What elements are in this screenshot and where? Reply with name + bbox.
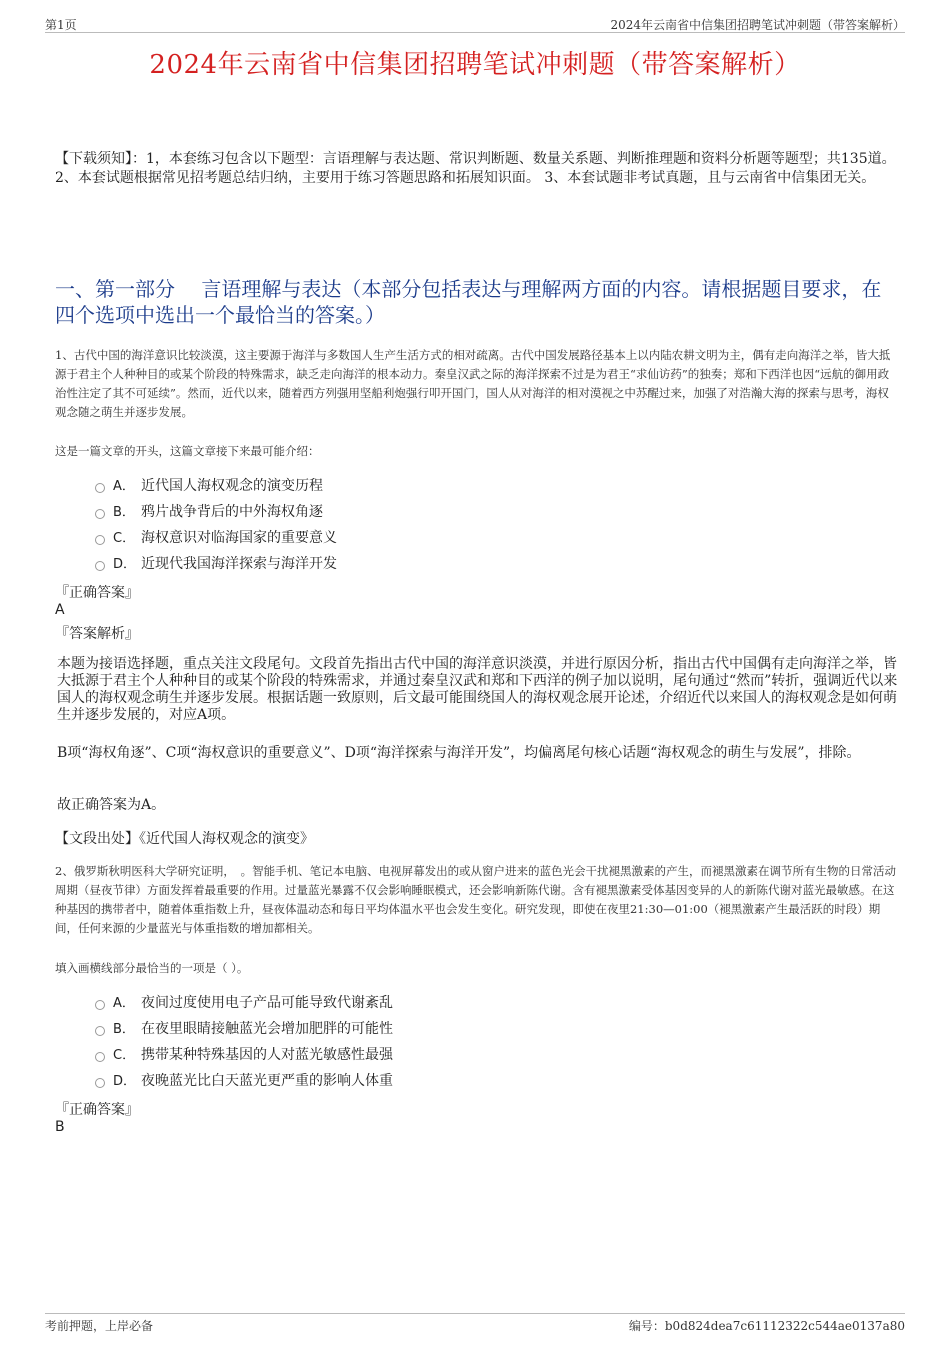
document-title: 2024年云南省中信集团招聘笔试冲刺题（带答案解析） <box>149 50 801 80</box>
radio-icon[interactable] <box>95 483 105 493</box>
correct-answer-label: 『正确答案』 <box>55 1102 139 1118</box>
download-notice: 【下载须知】：1，本套练习包含以下题型：言语理解与表达题、常识判断题、数量关系题、判断推理题和资料分析题等题型；共135道。 2、本套试题根据常见招考题总结归纳，主要用于练习答题思路和拓展知识面。 3、本套试题非考试真题，且与云南省中信集团无关。 <box>55 151 896 186</box>
radio-icon[interactable] <box>95 535 105 545</box>
page-number: 第1页 <box>45 18 77 32</box>
question-1-options <box>95 473 595 577</box>
option-text: 在夜里眼睛接触蓝光会增加肥胖的可能性 <box>141 1021 393 1037</box>
option-d[interactable]: D． 近现代我国海洋探索与海洋开发 <box>95 551 595 577</box>
option-d[interactable]: D． 夜晚蓝光比白天蓝光更严重的影响人体重 <box>95 1068 595 1094</box>
radio-icon[interactable] <box>95 1078 105 1088</box>
option-a[interactable]: A． 近代国人海权观念的演变历程 <box>95 473 595 499</box>
option-text: 近现代我国海洋探索与海洋开发 <box>141 556 337 572</box>
radio-icon[interactable] <box>95 509 105 519</box>
radio-icon[interactable] <box>95 1026 105 1036</box>
option-text: 鸦片战争背后的中外海权角逐 <box>141 504 323 520</box>
analysis-paragraph: B项“海权角逐”、C项“海权意识的重要意义”、D项“海洋探索与海洋开发”，均偏离尾句核心话题“海权观念的萌生与发展”，排除。 <box>57 745 861 761</box>
option-a[interactable]: A． 夜间过度使用电子产品可能导致代谢紊乱 <box>95 990 595 1016</box>
option-c[interactable]: C． 携带某种特殊基因的人对蓝光敏感性最强 <box>95 1042 595 1068</box>
footer-slogan: 考前押题，上岸必备 <box>45 1319 154 1333</box>
question-2-passage: 2、俄罗斯秋明医科大学研究证明， 。智能手机、笔记本电脑、电视屏幕发出的或从窗户进来的蓝色光会干扰褪黑激素的产生，而褪黑激素在调节所有生物的日常活动周期（昼夜节律）方面发挥着最重要的作用。过量蓝光暴露不仅会影响睡眠模式，还会影响新陈代谢。含有褪黑激素受体基因变异的人的新陈代谢对蓝光最敏感。在这种基因的携带者中，随着体重指数上升，昼夜体温动态和每日平均体温水平也会发生变化。研究发现，即使在夜里21:30—01:00（褪黑激素产生最活跃的时段）期间，任何来源的少量蓝光与体重指数的增加都相关。 <box>55 864 897 935</box>
section-heading: 一、第一部分 言语理解与表达（本部分包括表达与理解两方面的内容。请根据题目要求，在四个选项中选出一个最恰当的答案。） <box>55 277 882 327</box>
question-2-answer: B <box>55 1119 65 1135</box>
option-text: 海权意识对临海国家的重要意义 <box>141 530 337 546</box>
radio-icon[interactable] <box>95 561 105 571</box>
footer-serial: 编号：b0d824dea7c61112322c544ae0137a80 <box>628 1319 905 1333</box>
option-text: 携带某种特殊基因的人对蓝光敏感性最强 <box>141 1047 393 1063</box>
option-text: 夜晚蓝光比白天蓝光更严重的影响人体重 <box>141 1073 393 1089</box>
question-2-prompt: 填入画横线部分最恰当的一项是（ ）。 <box>55 961 249 975</box>
correct-answer-label: 『正确答案』 <box>55 585 139 601</box>
option-text: 近代国人海权观念的演变历程 <box>141 478 323 494</box>
radio-icon[interactable] <box>95 1052 105 1062</box>
radio-icon[interactable] <box>95 1000 105 1010</box>
page-header <box>45 14 905 33</box>
question-2-options <box>95 990 595 1094</box>
question-1-answer: A <box>55 602 65 618</box>
analysis-label: 『答案解析』 <box>55 626 139 642</box>
option-b[interactable]: B． 鸦片战争背后的中外海权角逐 <box>95 499 595 525</box>
page-footer <box>45 1313 905 1333</box>
analysis-paragraph: 本题为接语选择题，重点关注文段尾句。文段首先指出古代中国的海洋意识淡漠，并进行原因分析，指出古代中国偶有走向海洋之举，皆大抵源于君主个人种种目的或某个阶段的特殊需求，并通过秦皇汉武和郑和下西洋的例子加以说明，尾句通过“然而”转折，强调近代以来国人的海权观念萌生并逐步发展。根据话题一致原则，后文最可能围绕国人的海权观念展开论述，介绍近代以来国人的海权观念是如何萌生并逐步发展的，对应A项。 <box>57 656 898 723</box>
passage-source: 【文段出处】《近代国人海权观念的演变》 <box>55 831 314 847</box>
analysis-conclusion: 故正确答案为A。 <box>57 797 166 813</box>
question-1-prompt: 这是一篇文章的开头，这篇文章接下来最可能介绍： <box>55 444 320 458</box>
option-c[interactable]: C． 海权意识对临海国家的重要意义 <box>95 525 595 551</box>
option-text: 夜间过度使用电子产品可能导致代谢紊乱 <box>141 995 393 1011</box>
header-doc-title: 2024年云南省中信集团招聘笔试冲刺题（带答案解析） <box>610 18 905 32</box>
option-b[interactable]: B． 在夜里眼睛接触蓝光会增加肥胖的可能性 <box>95 1016 595 1042</box>
question-1-passage: 1、古代中国的海洋意识比较淡漠，这主要源于海洋与多数国人生产生活方式的相对疏离。古代中国发展路径基本上以内陆农耕文明为主，偶有走向海洋之举，皆大抵源于君主个人种种目的或某个阶段的特殊需求，缺乏走向海洋的根本动力。秦皇汉武之际的海洋探索不过是为君王“求仙访药”的独奏；郑和下西洋也因“远航的御用政治性注定了其不可延续”。然而，近代以来，随着西方列强用坚船利炮强行叩开国门，国人从对海洋的相对漠视之中苏醒过来，加强了对浩瀚大海的探索与思考，海权观念随之萌生并逐步发展。 <box>55 348 891 419</box>
